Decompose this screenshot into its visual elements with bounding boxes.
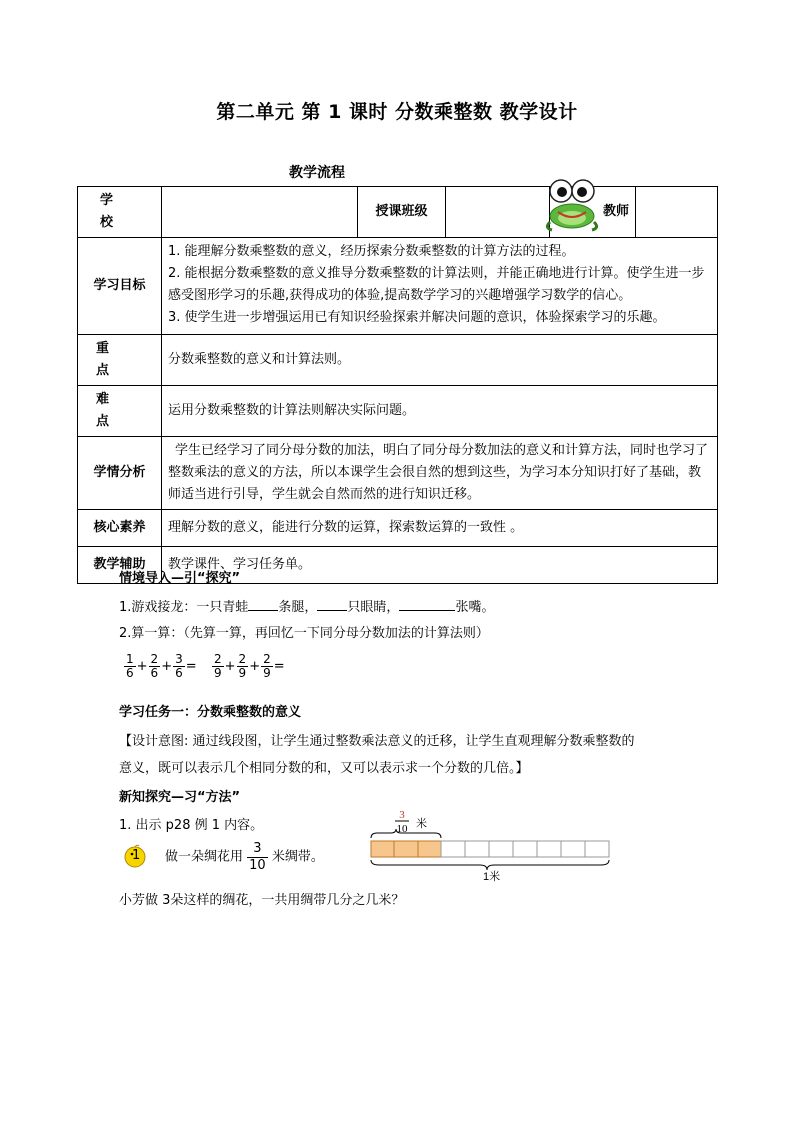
core-label: 核心素养	[78, 510, 162, 547]
core-text: 理解分数的意义，能进行分数的运算，探索数运算的一致性 。	[162, 510, 718, 547]
aids-label: 教学辅助	[78, 547, 162, 584]
calc-instruction: 2.算一算：（先算一算，再回忆一下同分母分数加法的计算法则）	[119, 626, 489, 641]
class-value[interactable]	[446, 187, 550, 238]
difficult-text: 运用分数乘整数的计算法则解决实际问题。	[162, 386, 718, 437]
table-row-goals	[78, 238, 718, 335]
diagram-top-unit: 米	[416, 818, 427, 830]
diagram-bottom-label: 1米	[483, 871, 501, 883]
blank-legs[interactable]	[248, 610, 278, 611]
expression-1: $\frac{1}{6}$ + $\frac{2}{6}$ + $\frac{3}{6}$ =	[126, 652, 197, 680]
chick-icon	[123, 844, 147, 868]
school-label: 学 校	[78, 187, 162, 238]
page-title: 第二单元 第 1 课时 分数乘整数 教学设计	[216, 101, 578, 123]
goals-label: 学习目标	[78, 238, 162, 335]
analysis-text: 学生已经学习了同分母分数的加法，明白了同分母分数加法的意义和计算方法，同时也学习了整数乘法的意义的方法，所以本课学生会很自然的想到这些，为学习本分知识打好了基础，教师适当进行引导，学生就会自然而然的进行知识迁移。	[162, 437, 718, 510]
frog-icon	[544, 178, 600, 232]
fraction: $\frac{3}{10}$	[249, 841, 266, 873]
goal-item: 1. 能理解分数乘整数的意义，经历探索分数乘整数的计算方法的过程。	[168, 244, 575, 259]
chick-number: 1	[132, 848, 141, 863]
teacher-value[interactable]	[636, 187, 718, 238]
key-label: 重 点	[78, 335, 162, 386]
fraction: $\frac{2}{6}$	[150, 652, 159, 680]
school-value[interactable]	[162, 187, 358, 238]
fraction: $\frac{1}{6}$	[126, 652, 134, 680]
table-row-header	[78, 187, 718, 238]
analysis-label: 学情分析	[78, 437, 162, 510]
fraction: $\frac{2}{9}$	[263, 652, 271, 680]
aids-text: 教学课件、学习任务单。	[162, 547, 718, 584]
intro-heading: 情境导入—引“探究”	[119, 571, 241, 586]
design-intent-line2: 意义，既可以表示几个相同分数的和，又可以表示求一个分数的几倍。】	[119, 761, 529, 776]
table-row-difficult	[78, 386, 718, 437]
goal-item: 2. 能根据分数乘整数的意义推导分数乘整数的计算法则，并能正确地进行计算。使学生进一步感受图形学习的乐趣,获得成功的体验,提高数学学习的兴趣增强学习数学的信心。	[168, 266, 705, 303]
diagram-top-numerator: 3	[399, 809, 405, 821]
teacher-label: 教师	[550, 187, 636, 238]
fraction: $\frac{2}{9}$	[238, 652, 247, 680]
blank-mouths[interactable]	[399, 610, 455, 611]
ribbon-segment-diagram	[365, 805, 615, 885]
table-row-key	[78, 335, 718, 386]
ribbon-statement: 做一朵绸花用 $\frac{3}{10}$ 米绸带。	[165, 841, 324, 873]
task1-heading: 学习任务一：分数乘整数的意义	[119, 705, 302, 720]
flow-heading: 教学流程	[289, 165, 345, 181]
class-label: 授课班级	[358, 187, 446, 238]
question-text: 小芳做 3朵这样的绸花，一共用绸带几分之几米？	[119, 893, 405, 908]
new-knowledge-heading: 新知探究—习“方法”	[119, 790, 241, 805]
blank-eyes[interactable]	[317, 610, 347, 611]
difficult-label: 难 点	[78, 386, 162, 437]
diagram-top-denominator: 10	[396, 823, 408, 835]
lesson-plan-table	[77, 186, 718, 584]
key-text: 分数乘整数的意义和计算法则。	[162, 335, 718, 386]
goal-item: 3. 使学生进一步增强运用已有知识经验探索并解决问题的意识，体验探索学习的乐趣。	[168, 310, 666, 325]
fraction: $\frac{3}{6}$	[175, 652, 183, 680]
example-step: 1. 出示 p28 例 1 内容。	[119, 818, 264, 833]
design-intent-line1: 【设计意图: 通过线段图，让学生通过整数乘法意义的迁移，让学生直观理解分数乘整数的	[119, 734, 635, 749]
table-row-analysis	[78, 437, 718, 510]
expression-2: $\frac{2}{9}$ + $\frac{2}{9}$ + $\frac{2}{9}$ =	[214, 652, 285, 680]
fraction: $\frac{2}{9}$	[214, 652, 222, 680]
table-row-core	[78, 510, 718, 547]
goals-cell	[162, 238, 718, 335]
game-line: 1.游戏接龙：一只青蛙 条腿， 只眼睛， 张嘴。	[119, 600, 495, 615]
